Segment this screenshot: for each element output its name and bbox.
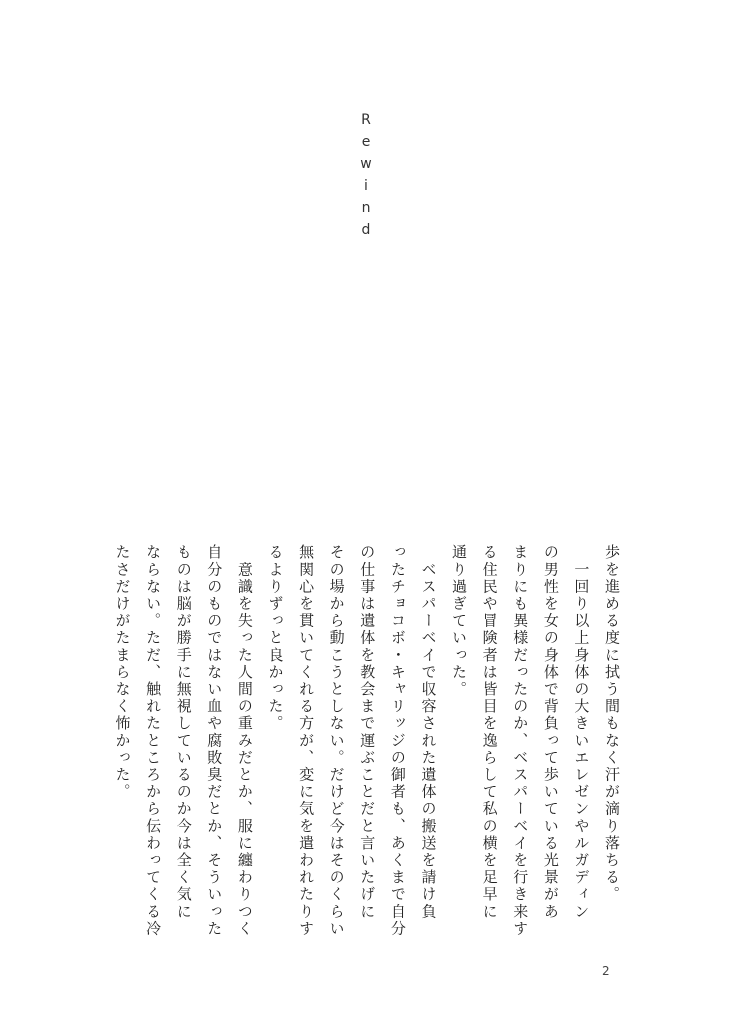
text-line: るよりずっと良かった。 [266, 544, 285, 733]
body-text [107, 544, 627, 964]
text-line: 自分のものではない血や腐敗臭だとか、そういった [205, 544, 224, 938]
text-line: る住民や冒険者は皆目を逸らして私の横を足早に [480, 544, 499, 921]
text-line: ベスパーベイで収容された遺体の搬送を請け負 [419, 544, 438, 921]
text-line: 歩を進める度に拭う間もなく汗が滴り落ちる。 [603, 544, 621, 904]
page-number: 2 [602, 964, 610, 978]
text-line: の仕事は遺体を教会まで運ぶことだと言いたげに [358, 544, 377, 921]
chapter-title: Rewind [358, 112, 374, 244]
text-line: 無関心を貫いてくれる方が、変に気を遣われたりす [297, 544, 316, 938]
text-line: まりにも異様だったのか、ベスパーベイを行き来す [511, 544, 530, 938]
text-line: ならない。ただ、触れたところから伝わってくる冷 [144, 544, 163, 938]
text-line: ったチョコボ・キャリッジの御者も、あくまで自分 [388, 544, 407, 938]
text-line: その場から動こうとしない。だけど今はそのくらい [327, 544, 346, 938]
text-line: ものは脳が勝手に無視しているのか今は全く気に [174, 544, 193, 921]
text-line: 意識を失った人間の重みだとか、服に纏わりつく [235, 544, 254, 938]
text-line: 一回り以上身体の大きいエレゼンやルガディン [572, 544, 591, 921]
text-line: 通り過ぎていった。 [450, 544, 469, 698]
text-line: たさだけがたまらなく怖かった。 [113, 544, 132, 801]
text-line: の男性を女の身体で背負って歩いている光景があ [541, 544, 560, 921]
